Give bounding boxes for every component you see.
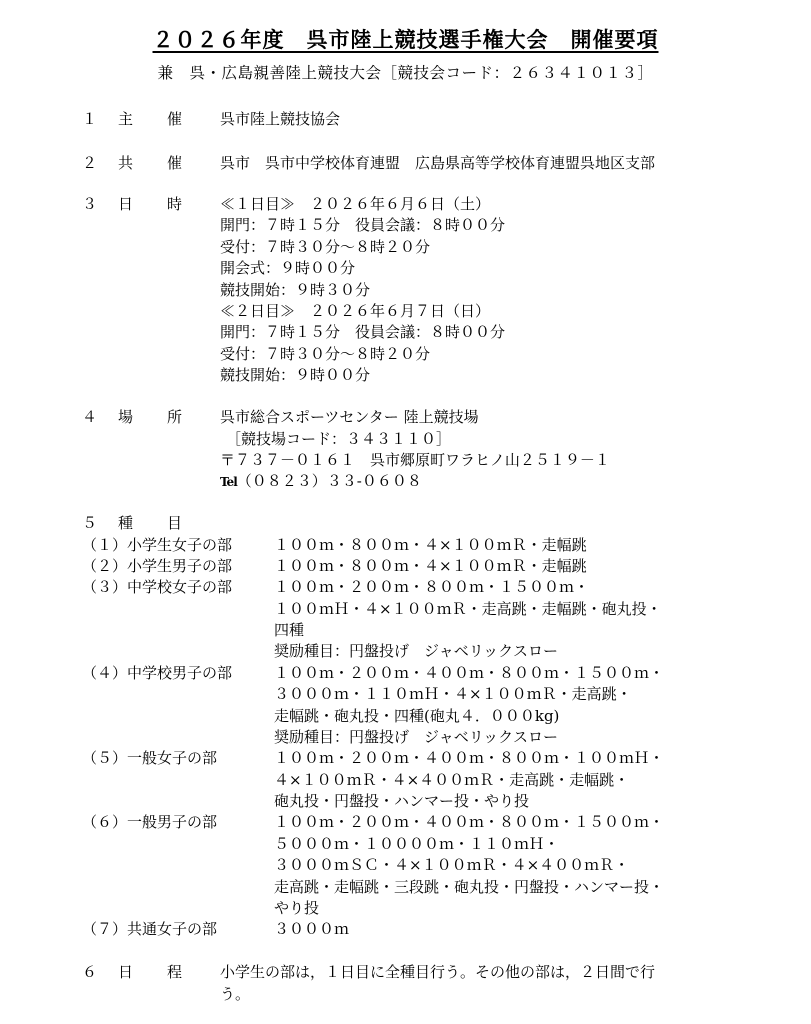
datetime-line: 受付：７時３０分～８時２０分 — [220, 238, 431, 256]
event-category-name: （６）一般男子の部 — [82, 813, 218, 831]
event-list-line: 奨励種目：円盤投げ ジャベリックスロー — [274, 728, 558, 746]
event-list-line: １００ｍ・２００ｍ・８００ｍ・１５００ｍ・ — [274, 578, 590, 596]
event-category-name: （５）一般女子の部 — [82, 749, 218, 767]
section-label: 共 催 — [118, 154, 182, 172]
datetime-line: 受付：７時３０分～８時２０分 — [220, 345, 431, 363]
section-number: ２ — [82, 154, 98, 172]
event-list-line: １００ｍＨ・４×１００ｍＲ・走高跳・走幅跳・砲丸投・ — [274, 600, 662, 618]
document-subtitle: 兼 呉・広島親善陸上競技大会［競技会コード：２６３４１０１３］ — [157, 64, 654, 82]
event-list-line: １００ｍ・２００ｍ・４００ｍ・８００ｍ・１５００ｍ・ — [274, 664, 665, 682]
section-number: ３ — [82, 195, 98, 213]
tel-number: （０８２３）３３-０６０８ — [236, 472, 422, 490]
datetime-line: 開門：７時１５分 役員会議：８時００分 — [220, 323, 506, 341]
event-list-line: １００ｍ・８００ｍ・４×１００ｍＲ・走幅跳 — [274, 536, 587, 554]
section-number: ４ — [82, 408, 98, 426]
section-label: 日 時 — [118, 195, 182, 213]
event-list-line: １００ｍ・８００ｍ・４×１００ｍＲ・走幅跳 — [274, 557, 587, 575]
event-list-line: １００ｍ・２００ｍ・４００ｍ・８００ｍ・１５００ｍ・ — [274, 813, 665, 831]
event-list-line: 走幅跳・砲丸投・四種(砲丸４．０００kg) — [274, 707, 560, 725]
event-list-line: 走高跳・走幅跳・三段跳・砲丸投・円盤投・ハンマー投・ — [274, 878, 665, 896]
section-number: ５ — [82, 514, 98, 532]
event-list-line: ５０００ｍ・１００００ｍ・１１０ｍＨ・ — [274, 835, 560, 853]
section-label: 日 程 — [118, 963, 182, 981]
section-number: ６ — [82, 963, 98, 981]
section-label: 場 所 — [118, 408, 182, 426]
datetime-line: ≪１日目≫ ２０２６年６月６日（土） — [220, 195, 491, 213]
venue-name: 呉市総合スポーツセンター 陸上競技場 — [220, 408, 479, 426]
event-category-name: （１）小学生女子の部 — [82, 536, 233, 554]
datetime-line: 競技開始：９時００分 — [220, 366, 371, 384]
section-number: １ — [82, 110, 98, 128]
event-list-line: 砲丸投・円盤投・ハンマー投・やり投 — [274, 792, 530, 810]
program-text: 小学生の部は，１日目に全種目行う。その他の部は，２日間で行 — [220, 963, 656, 981]
section-label: 種 目 — [118, 514, 182, 532]
event-category-name: （２）小学生男子の部 — [82, 557, 233, 575]
section-value: 呉市 呉市中学校体育連盟 広島県高等学校体育連盟呉地区支部 — [220, 154, 656, 172]
datetime-line: 開会式：９時００分 — [220, 259, 356, 277]
venue-phone — [220, 470, 422, 491]
event-category-name: （３）中学校女子の部 — [82, 578, 233, 596]
event-list-line: １００ｍ・２００ｍ・４００ｍ・８００ｍ・１００ｍＨ・ — [274, 749, 665, 767]
program-text: う。 — [220, 985, 251, 1003]
event-list-line: ３０００ｍ・１１０ｍＨ・４×１００ｍＲ・走高跳・ — [274, 685, 632, 703]
datetime-line: 競技開始：９時３０分 — [220, 281, 371, 299]
tel-label: Tel — [220, 475, 237, 489]
event-category-name: （４）中学校男子の部 — [82, 664, 233, 682]
datetime-line: 開門：７時１５分 役員会議：８時００分 — [220, 216, 506, 234]
event-list-line: ３０００ｍＳＣ・４×１００ｍＲ・４×４００ｍＲ・ — [274, 856, 630, 874]
event-list-line: 奨励種目：円盤投げ ジャベリックスロー — [274, 642, 558, 660]
event-list-line: ３０００ｍ — [274, 920, 350, 938]
venue-code: ［競技場コード：３４３１１０］ — [226, 430, 452, 448]
section-label: 主 催 — [118, 110, 182, 128]
venue-address: 〒７３７－０１６１ 呉市郷原町ワラヒノ山２５１９－１ — [220, 451, 610, 469]
event-list-line: やり投 — [274, 899, 320, 917]
document-title: ２０２６年度 呉市陸上競技選手権大会 開催要項 — [152, 28, 659, 52]
section-value: 呉市陸上競技協会 — [220, 110, 341, 128]
event-category-name: （７）共通女子の部 — [82, 920, 218, 938]
event-list-line: ４×１００ｍＲ・４×４００ｍＲ・走高跳・走幅跳・ — [274, 771, 630, 789]
event-list-line: 四種 — [274, 621, 305, 639]
datetime-line: ≪２日目≫ ２０２６年６月７日（日） — [220, 302, 491, 320]
